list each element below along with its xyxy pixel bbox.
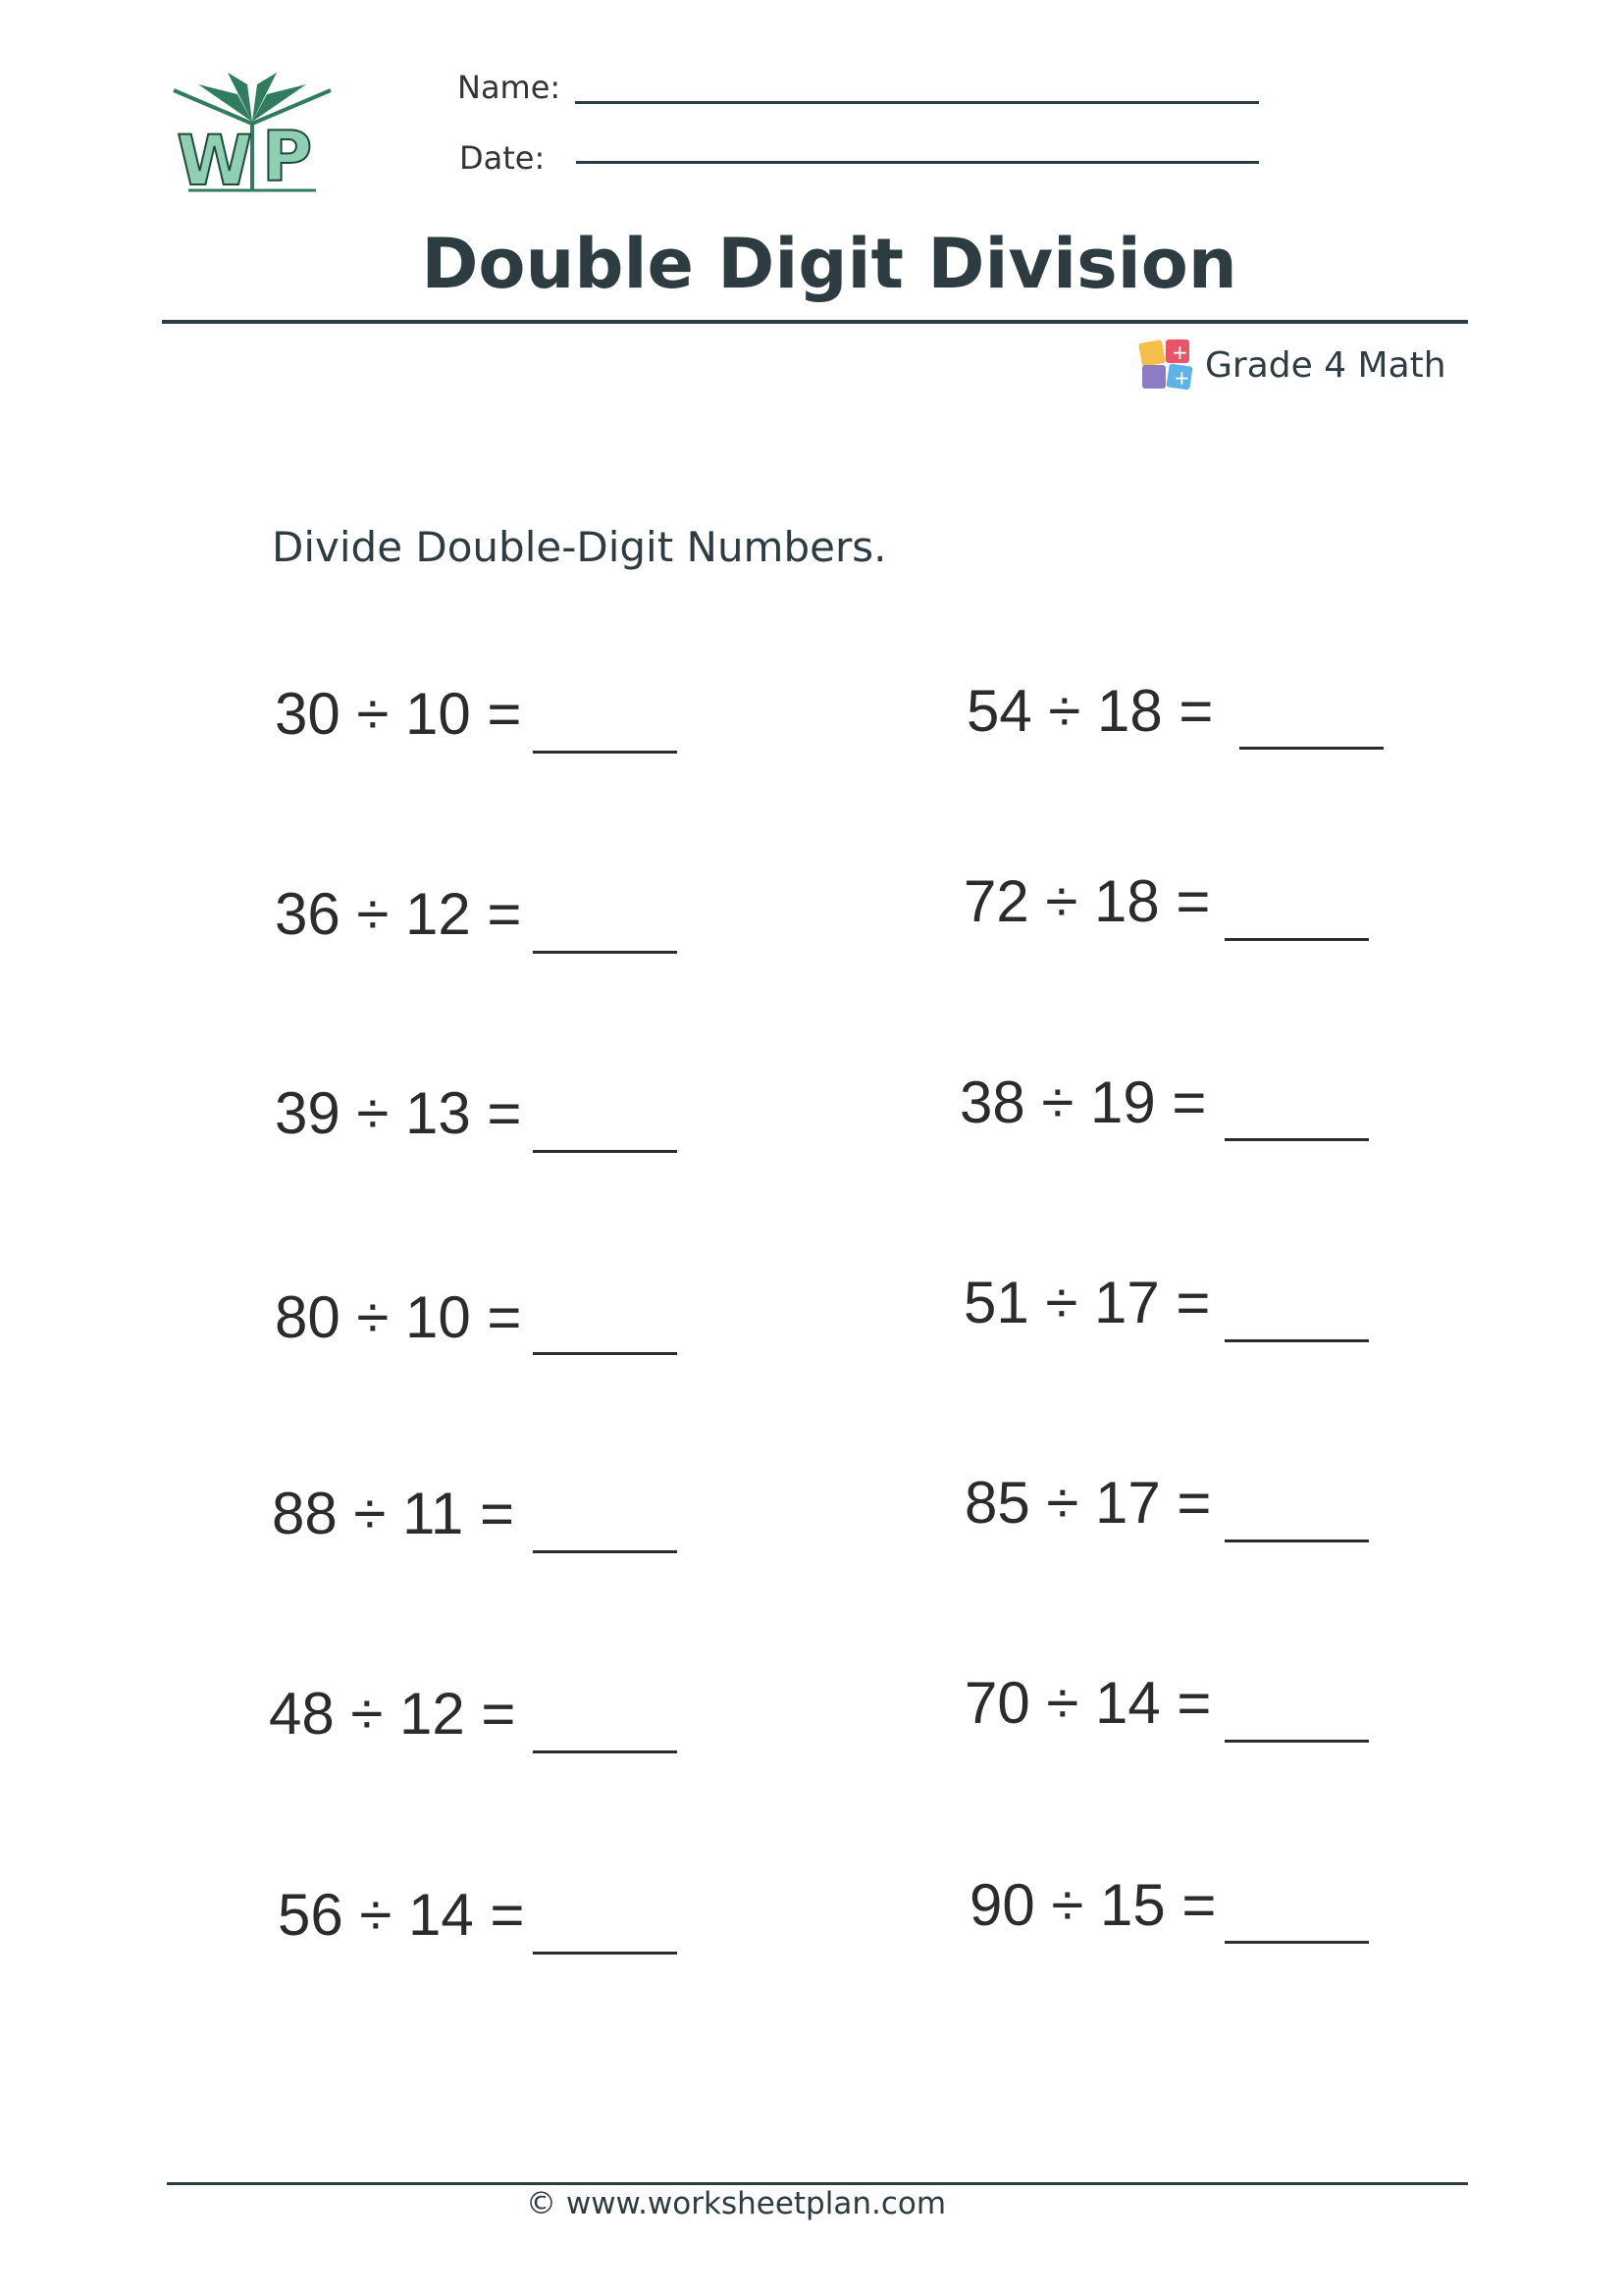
svg-text:W: W [177,121,253,197]
footer-copyright: © www.worksheetplan.com [526,2186,947,2221]
answer-blank[interactable] [1225,938,1369,941]
problem-text: 39 ÷ 13 = [275,1080,522,1146]
answer-blank[interactable] [533,1550,677,1553]
problem-text: 54 ÷ 18 = [967,678,1214,744]
svg-text:+: + [1174,366,1190,390]
logo [169,65,336,197]
answer-blank[interactable] [1239,747,1384,750]
svg-text:+: + [1172,340,1188,364]
problem-text: 70 ÷ 14 = [965,1670,1212,1736]
answer-blank[interactable] [533,1352,677,1355]
problem-text: 56 ÷ 14 = [278,1882,525,1948]
problem-text: 72 ÷ 18 = [964,868,1211,934]
problem-text: 48 ÷ 12 = [269,1681,516,1747]
date-label: Date: [459,139,546,177]
math-blocks-icon [1138,338,1195,392]
answer-blank[interactable] [1225,1941,1369,1944]
answer-blank[interactable] [533,1750,677,1753]
footer-divider [167,2182,1468,2185]
grade-label: Grade 4 Math [1205,344,1446,386]
answer-blank[interactable] [1225,1138,1369,1141]
grade-badge [1138,338,1446,392]
problem-text: 90 ÷ 15 = [969,1872,1217,1938]
book-tree-icon [169,65,336,197]
problem-text: 85 ÷ 17 = [965,1470,1212,1536]
svg-text:P: P [262,117,313,197]
answer-blank[interactable] [533,1952,677,1955]
answer-blank[interactable] [533,951,677,954]
answer-blank[interactable] [1225,1339,1369,1342]
name-label: Name: [457,69,561,106]
page-title: Double Digit Division [421,224,1237,304]
header-divider [162,320,1468,324]
answer-blank[interactable] [533,1150,677,1153]
problem-text: 80 ÷ 10 = [275,1284,522,1350]
answer-blank[interactable] [1225,1740,1369,1743]
problem-text: 51 ÷ 17 = [964,1270,1211,1335]
problem-text: 88 ÷ 11 = [272,1481,515,1546]
instruction-text: Divide Double-Digit Numbers. [272,523,887,571]
problem-text: 38 ÷ 19 = [960,1070,1207,1135]
problem-text: 36 ÷ 12 = [275,881,522,947]
name-field[interactable] [575,101,1259,104]
date-field[interactable] [576,161,1259,164]
problem-text: 30 ÷ 10 = [275,681,522,747]
answer-blank[interactable] [1225,1539,1369,1542]
answer-blank[interactable] [533,751,677,754]
